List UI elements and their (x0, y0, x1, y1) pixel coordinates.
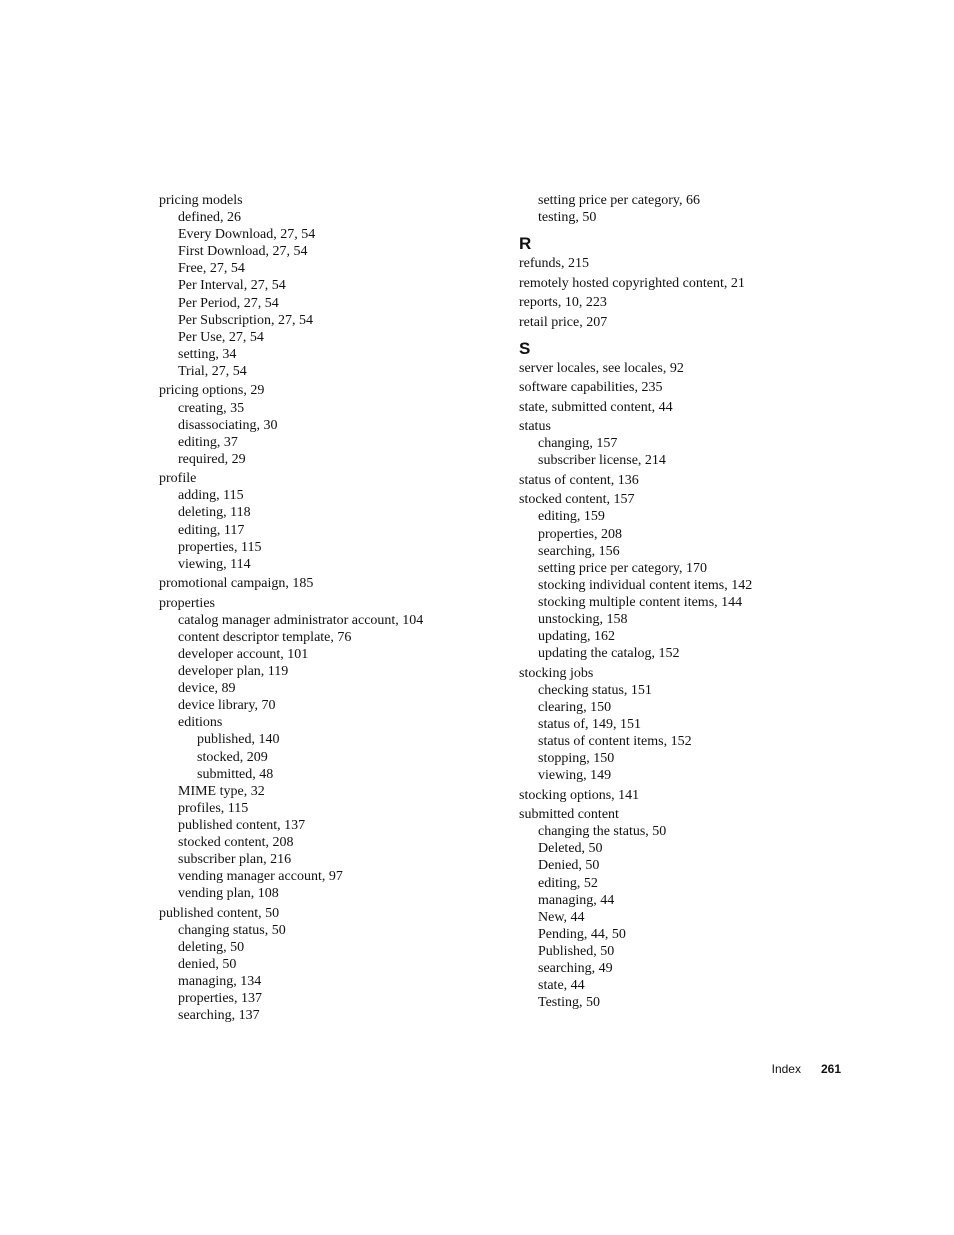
index-entry: state, submitted content, 44 (519, 399, 673, 415)
index-subentry: profiles, 115 (178, 800, 249, 816)
index-subentry: checking status, 151 (538, 682, 652, 698)
index-entry: reports, 10, 223 (519, 295, 607, 311)
index-subentry: properties, 115 (178, 539, 262, 555)
index-entry: pricing options, 29 (159, 383, 265, 399)
index-subentry: changing the status, 50 (538, 824, 667, 840)
index-subentry: setting price per category, 170 (538, 560, 707, 576)
index-entry: published content, 50 (159, 905, 280, 921)
index-subentry: deleting, 50 (178, 939, 245, 955)
index-entry: pricing models (159, 193, 243, 208)
index-subentry: Free, 27, 54 (178, 261, 245, 277)
index-subentry: unstocking, 158 (538, 612, 628, 627)
index-subentry: defined, 26 (178, 210, 241, 226)
index-subentry: device, 89 (178, 681, 236, 697)
index-subentry: stopping, 150 (538, 751, 615, 767)
index-subentry: setting, 34 (178, 346, 237, 362)
index-entry: stocking jobs (519, 665, 594, 681)
index-entry: stocked content, 157 (519, 492, 635, 508)
index-entry: status of content, 136 (519, 472, 639, 488)
index-letter-heading: R (519, 234, 532, 254)
index-subentry: Trial, 27, 54 (178, 363, 247, 379)
index-subentry: managing, 44 (538, 892, 615, 908)
index-subentry: Per Period, 27, 54 (178, 295, 279, 311)
index-entry: remotely hosted copyrighted content, 21 (519, 275, 745, 291)
index-subentry: state, 44 (538, 978, 585, 994)
index-subentry: changing, 157 (538, 436, 618, 452)
index-subentry: denied, 50 (178, 957, 237, 973)
index-subentry: vending plan, 108 (178, 886, 279, 902)
index-subentry: catalog manager administrator account, 104 (178, 612, 424, 628)
page-footer (772, 1062, 841, 1076)
index-subentry: published, 140 (197, 732, 280, 748)
index-subentry: New, 44 (538, 909, 585, 925)
index-letter-heading: S (519, 338, 531, 358)
index-subentry: MIME type, 32 (178, 783, 265, 799)
index-subentry: changing status, 50 (178, 922, 286, 938)
index-subentry: published content, 137 (178, 817, 306, 833)
index-subentry: Per Use, 27, 54 (178, 329, 264, 345)
index-subentry: editions (178, 715, 223, 731)
index-subentry: subscriber license, 214 (538, 453, 666, 469)
index-subentry: First Download, 27, 54 (178, 244, 308, 260)
index-subentry: submitted, 48 (197, 766, 274, 782)
index-column-right (519, 192, 839, 1011)
index-entry: properties (159, 595, 215, 611)
index-subentry: testing, 50 (538, 210, 597, 226)
index-subentry: viewing, 114 (178, 556, 251, 572)
index-subentry: properties, 208 (538, 526, 622, 542)
index-subentry: Per Subscription, 27, 54 (178, 312, 313, 328)
index-subentry: Deleted, 50 (538, 841, 603, 857)
index-subentry: stocking individual content items, 142 (538, 577, 753, 593)
index-entry: server locales, see locales, 92 (519, 360, 684, 376)
index-subentry: Published, 50 (538, 943, 615, 959)
index-subentry: vending manager account, 97 (178, 869, 343, 885)
index-subentry: deleting, 118 (178, 505, 251, 521)
index-subentry: searching, 49 (538, 961, 613, 977)
index-subentry: Testing, 50 (538, 995, 601, 1011)
index-entry: stocking options, 141 (519, 787, 640, 803)
index-subentry: device library, 70 (178, 698, 276, 714)
index-subentry: clearing, 150 (538, 699, 612, 715)
index-entry: promotional campaign, 185 (159, 576, 314, 592)
index-subentry: status of, 149, 151 (538, 716, 642, 732)
index-subentry: stocked, 209 (197, 749, 268, 765)
index-subentry: content descriptor template, 76 (178, 629, 352, 645)
index-subentry: disassociating, 30 (178, 417, 278, 433)
index-subentry: stocking multiple content items, 144 (538, 594, 743, 610)
index-entry: submitted content (519, 807, 619, 823)
index-subentry: status of content items, 152 (538, 734, 692, 750)
index-subentry: stocked content, 208 (178, 835, 294, 851)
index-subentry: viewing, 149 (538, 768, 612, 784)
index-subentry: subscriber plan, 216 (178, 852, 292, 868)
footer-section-label: Index (771, 1062, 801, 1076)
index-subentry: Denied, 50 (538, 858, 600, 874)
index-subentry: developer account, 101 (178, 647, 309, 662)
index-subentry: Every Download, 27, 54 (178, 227, 316, 243)
index-entry: status (519, 419, 551, 435)
index-subentry: Per Interval, 27, 54 (178, 278, 286, 294)
index-subentry: editing, 159 (538, 509, 605, 525)
index-subentry: searching, 156 (538, 543, 620, 559)
index-subentry: setting price per category, 66 (538, 193, 700, 208)
index-subentry: creating, 35 (178, 400, 245, 416)
index-subentry: properties, 137 (178, 991, 262, 1007)
index-subentry: editing, 117 (178, 522, 245, 538)
index-subentry: updating, 162 (538, 629, 615, 645)
page-number: 261 (820, 1062, 841, 1076)
index-entry: refunds, 215 (519, 256, 589, 272)
index-column-left (159, 192, 499, 1024)
index-subentry: searching, 137 (178, 1008, 260, 1024)
index-subentry: editing, 52 (538, 875, 598, 891)
index-subentry: editing, 37 (178, 434, 238, 450)
index-subentry: required, 29 (178, 451, 246, 467)
index-subentry: developer plan, 119 (178, 664, 289, 680)
index-subentry: adding, 115 (178, 488, 244, 504)
index-subentry: Pending, 44, 50 (538, 926, 626, 942)
index-subentry: managing, 134 (178, 974, 262, 990)
index-entry: profile (159, 471, 197, 487)
index-entry: software capabilities, 235 (519, 380, 663, 396)
index-entry: retail price, 207 (519, 314, 608, 330)
index-subentry: updating the catalog, 152 (538, 646, 680, 662)
